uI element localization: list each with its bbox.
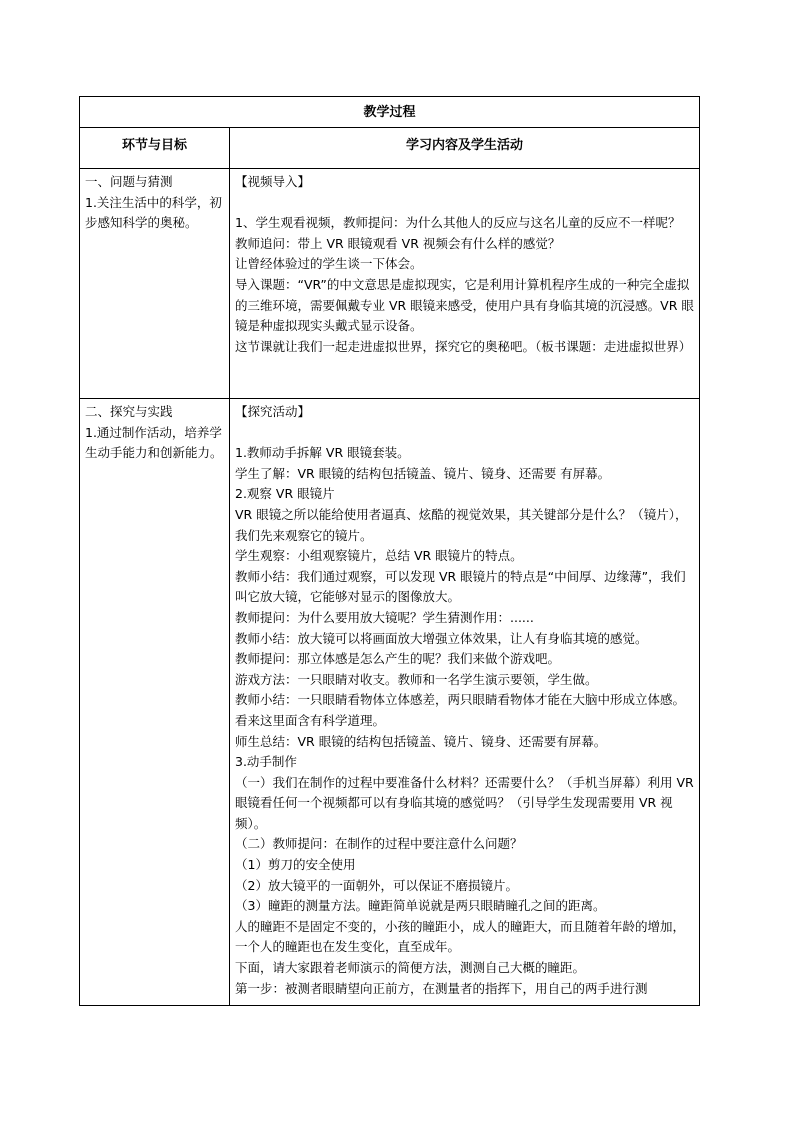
table-title: 教学过程 xyxy=(363,105,416,120)
paragraph: 游戏方法：一只眼睛对收支。教师和一名学生演示要领，学生做。 xyxy=(235,671,598,687)
section2-content-cell xyxy=(230,399,700,1006)
paragraph: 2.观察 VR 眼镜片 xyxy=(235,486,335,502)
blank-line xyxy=(235,193,695,214)
section2-goal-cell xyxy=(80,399,230,1006)
column-header-right xyxy=(230,128,700,169)
paragraph: 学生观察：小组观察镜片，总结 VR 眼镜片的特点。 xyxy=(235,548,523,564)
paragraph: 3.动手制作 xyxy=(235,754,297,770)
paragraph: 教师提问：为什么要用放大镜呢？学生猜测作用：...... xyxy=(235,609,534,625)
paragraph: 教师小结：一只眼睛看物体立体感差，两只眼睛看物体才能在大脑中形成立体感。看来这里面含有科学道理。 xyxy=(235,692,686,728)
paragraph: 教师小结：放大镜可以将画面放大增强立体效果，让人有身临其境的感觉。 xyxy=(235,630,648,646)
section-row-questions xyxy=(80,169,700,399)
blank-line xyxy=(235,423,695,444)
column-header-left-label: 环节与目标 xyxy=(121,138,187,153)
section2-activity-title: 【探究活动】 xyxy=(235,404,311,419)
paragraph: 1.教师动手拆解 VR 眼镜套装。 xyxy=(235,445,410,461)
paragraph: 学生了解：VR 眼镜的结构包括镜盖、镜片、镜身、还需要 有屏幕。 xyxy=(235,465,611,481)
paragraph: 教师提问：那立体感是怎么产生的呢？我们来做个游戏吧。 xyxy=(235,651,561,667)
paragraph: （1）剪刀的安全使用 xyxy=(235,857,356,873)
paragraph: 第一步：被测者眼睛望向正前方，在测量者的指挥下，用自己的两手进行测 xyxy=(235,980,648,996)
paragraph: 1、学生观看视频，教师提问：为什么其他人的反应与这名儿童的反应不一样呢？ xyxy=(235,215,681,231)
paragraph: （3）瞳距的测量方法。瞳距简单说就是两只眼睛瞳孔之间的距离。 xyxy=(235,898,606,914)
paragraph: VR 眼镜之所以能给使用者逼真、炫酷的视觉效果，其关键部分是什么？（镜片），我们先来观察它的镜片。 xyxy=(235,506,688,543)
section1-activity-title: 【视频导入】 xyxy=(235,174,311,189)
column-header-right-label: 学习内容及学生活动 xyxy=(406,138,524,153)
column-header-row xyxy=(80,128,700,169)
table-title-cell xyxy=(80,97,700,128)
paragraph: 让曾经体验过的学生谈一下体会。 xyxy=(235,256,423,272)
section1-goal-cell xyxy=(80,169,230,399)
section2-goal: 1.通过制作活动，培养学生动手能力和创新能力。 xyxy=(85,424,223,461)
paragraph: 导入课题：“VR”的中文意思是虚拟现实，它是利用计算机程序生成的一种完全虚拟的三维环境，需要佩戴专业 VR 眼镜来感受，使用户具有身临其境的沉浸感。VR 眼镜是种虚拟现实头戴式显示设备。 xyxy=(235,276,694,334)
paragraph: （二）教师提问：在制作的过程中要注意什么问题？ xyxy=(235,836,523,852)
section1-heading: 一、问题与猜测 xyxy=(85,174,173,189)
section1-goal: 1.关注生活中的科学，初步感知科学的奥秘。 xyxy=(85,194,222,231)
section1-content-cell xyxy=(230,169,700,399)
paragraph: 师生总结：VR 眼镜的结构包括镜盖、镜片、镜身、还需要有屏幕。 xyxy=(235,733,607,749)
column-header-left xyxy=(80,128,230,169)
paragraph: 教师小结：我们通过观察，可以发现 VR 眼镜片的特点是“中间厚、边缘薄”，我们叫它放大镜，它能够对显示的图像放大。 xyxy=(235,568,686,605)
title-row xyxy=(80,97,700,128)
section2-heading: 二、探究与实践 xyxy=(85,404,173,419)
section-row-exploration xyxy=(80,399,700,1006)
teaching-process-table xyxy=(79,96,700,1006)
paragraph: （2）放大镜平的一面朝外，可以保证不磨损镜片。 xyxy=(235,877,518,893)
paragraph: 这节课就让我们一起走进虚拟世界，探究它的奥秘吧。（板书课题：走进虚拟世界） xyxy=(235,338,692,354)
paragraph: 下面，请大家跟着老师演示的简便方法，测测自己大概的瞳距。 xyxy=(235,960,586,976)
paragraph: （一）我们在制作的过程中要准备什么材料？还需要什么？（手机当屏幕）利用 VR 眼镜看任何一个视频都可以有身临其境的感觉吗？（引导学生发现需要用 VR 视频）。 xyxy=(235,774,694,831)
paragraph: 人的瞳距不是固定不变的，小孩的瞳距小，成人的瞳距大，而且随着年龄的增加，一个人的瞳距也在发生变化，直至成年。 xyxy=(235,918,686,955)
paragraph: 教师追问：带上 VR 眼镜观看 VR 视频会有什么样的感觉？ xyxy=(235,235,561,251)
